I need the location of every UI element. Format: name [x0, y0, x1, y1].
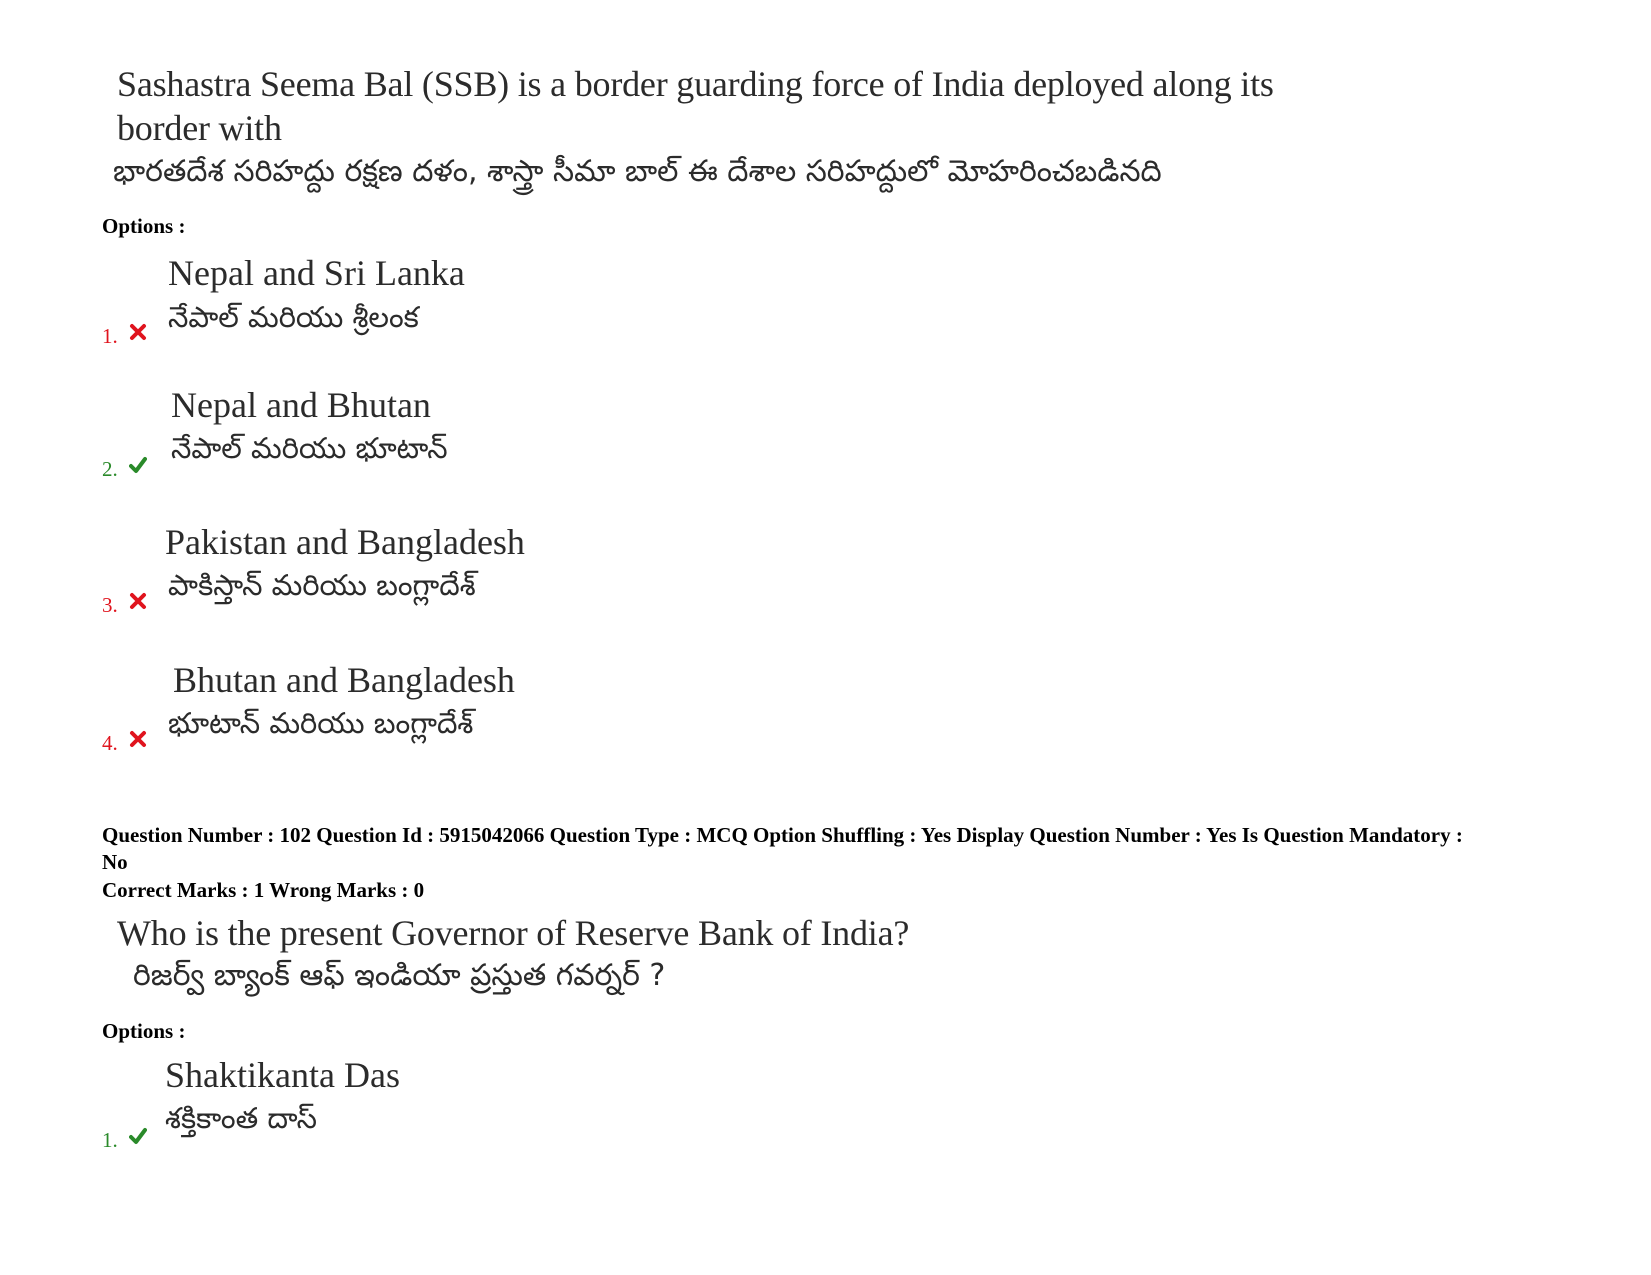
q102-meta: Question Number : 102 Question Id : 5915042066 Question Type : MCQ Option Shuffling : Yes Display Question Number : Yes Is Question Mandatory : No [102, 823, 1463, 874]
q101-option-4-en: Bhutan and Bangladesh [173, 660, 515, 700]
q101-option-4-te: భూటాన్ మరియు బంగ్లాదేశ్ [168, 706, 474, 740]
q101-option-2-marker [102, 456, 147, 482]
q101-option-3-en: Pakistan and Bangladesh [165, 522, 525, 562]
q102-options-label: Options : [102, 1019, 186, 1043]
q102-option-1-en: Shaktikanta Das [165, 1055, 400, 1095]
q101-option-3-number: 3. [102, 593, 118, 617]
cross-icon [129, 592, 147, 610]
q102-option-1-marker [102, 1127, 147, 1153]
check-icon [129, 456, 147, 474]
q101-stem-en-line2: border with [117, 108, 282, 148]
q101-option-2-te: నేపాల్ మరియు భూటాన్ [171, 431, 448, 465]
q101-option-4-number: 4. [102, 731, 118, 755]
cross-icon [129, 323, 147, 341]
q101-option-2-en: Nepal and Bhutan [171, 385, 431, 425]
q101-option-4-marker [102, 730, 147, 756]
q102-stem-te: రిజర్వ్ బ్యాంక్ ఆఫ్ ఇండియా ప్రస్తుత గవర్నర్ ? [133, 958, 666, 993]
q101-option-1-te: నేపాల్ మరియు శ్రీలంక [168, 300, 419, 334]
q101-option-3-te: పాకిస్తాన్ మరియు బంగ్లాదేశ్ [168, 568, 476, 602]
q101-options-label: Options : [102, 214, 186, 238]
q101-stem-te: భారతదేశ సరిహద్దు రక్షణ దళం, శాస్త్రా సీమా బాల్ ఈ దేశాల సరిహద్దులో మోహరించబడినది [113, 154, 1162, 189]
q101-option-1-en: Nepal and Sri Lanka [168, 253, 465, 293]
q102-stem-en: Who is the present Governor of Reserve Bank of India? [117, 913, 910, 953]
q101-option-1-number: 1. [102, 324, 118, 348]
check-icon [129, 1127, 147, 1145]
q102-option-1-te: శక్తికాంత దాస్ [165, 1101, 318, 1135]
cross-icon [129, 730, 147, 748]
q102-marks: Correct Marks : 1 Wrong Marks : 0 [102, 878, 425, 902]
q101-option-3-marker [102, 592, 147, 618]
q102-option-1-number: 1. [102, 1128, 118, 1152]
q101-option-2-number: 2. [102, 457, 118, 481]
q101-option-1-marker [102, 323, 147, 349]
q101-stem-en-line1: Sashastra Seema Bal (SSB) is a border guarding force of India deployed along its [117, 64, 1274, 104]
